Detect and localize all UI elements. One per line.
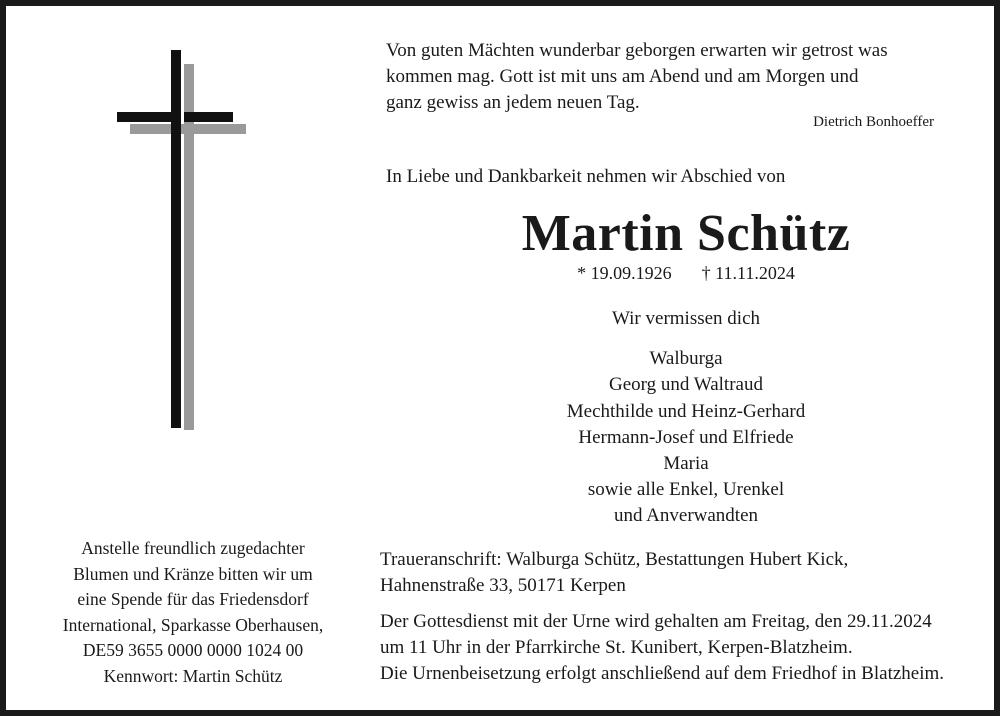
intro-text: In Liebe und Dankbarkeit nehmen wir Abschied von [386,166,786,187]
quote-author: Dietrich Bonhoeffer [813,114,934,130]
donation-note [38,536,348,690]
cross-intersection-gap [181,112,184,122]
mourning-address [380,547,980,599]
death-date: † 11.11.2024 [701,263,795,283]
donation-line: Anstelle freundlich zugedachter [81,538,305,558]
address-line: Hahnenstraße 33, 50171 Kerpen [380,575,626,596]
cross-vertical-beam [171,50,181,428]
address-line: Traueranschrift: Walburga Schütz, Bestattungen Hubert Kick, [380,549,849,570]
mourner-name: Georg und Waltraud [609,374,763,396]
donation-line: eine Spende für das Friedensdorf [77,589,309,610]
mourner-name: Mechthilde und Heinz-Gerhard [566,400,806,422]
donation-line: Blumen und Kränze bitten wir um [73,563,313,584]
cross-shadow-horizontal [130,124,246,134]
deceased-name: Martin Schütz [521,205,851,262]
mourner-name: sowie alle Enkel, Urenkel [587,479,785,501]
quote-line: kommen mag. Gott ist mit uns am Abend und am Morgen und [386,66,859,87]
cross-icon [114,48,254,438]
mourner-name: Hermann-Josef und Elfriede [578,426,794,448]
service-line: um 11 Uhr in der Pfarrkirche St. Kunibert, Kerpen-Blatzheim. [380,637,853,658]
donation-line: International, Sparkasse Oberhausen, [62,614,324,635]
donation-keyword: Kennwort: Martin Schütz [103,665,283,686]
cross-horizontal-beam [117,112,233,122]
quote-line: ganz gewiss an jedem neuen Tag. [386,92,640,113]
mourner-name: Walburga [649,348,723,370]
life-dates [486,260,886,286]
donation-iban: DE59 3655 0000 0000 1024 00 [82,640,304,661]
birth-date: * 19.09.1926 [577,263,672,283]
mourner-name: und Anverwandten [613,505,759,527]
service-info [380,609,990,687]
mourners-list [486,306,886,530]
quote-line: Von guten Mächten wunderbar geborgen erwarten wir getrost was [386,40,888,61]
service-line: Die Urnenbeisetzung erfolgt anschließend auf dem Friedhof in Blatzheim. [380,663,945,684]
service-line: Der Gottesdienst mit der Urne wird gehalten am Freitag, den 29.11.2024 [380,611,932,632]
mourners-heading: Wir vermissen dich [611,308,761,329]
bible-quote [386,38,946,116]
mourner-name: Maria [663,453,709,475]
